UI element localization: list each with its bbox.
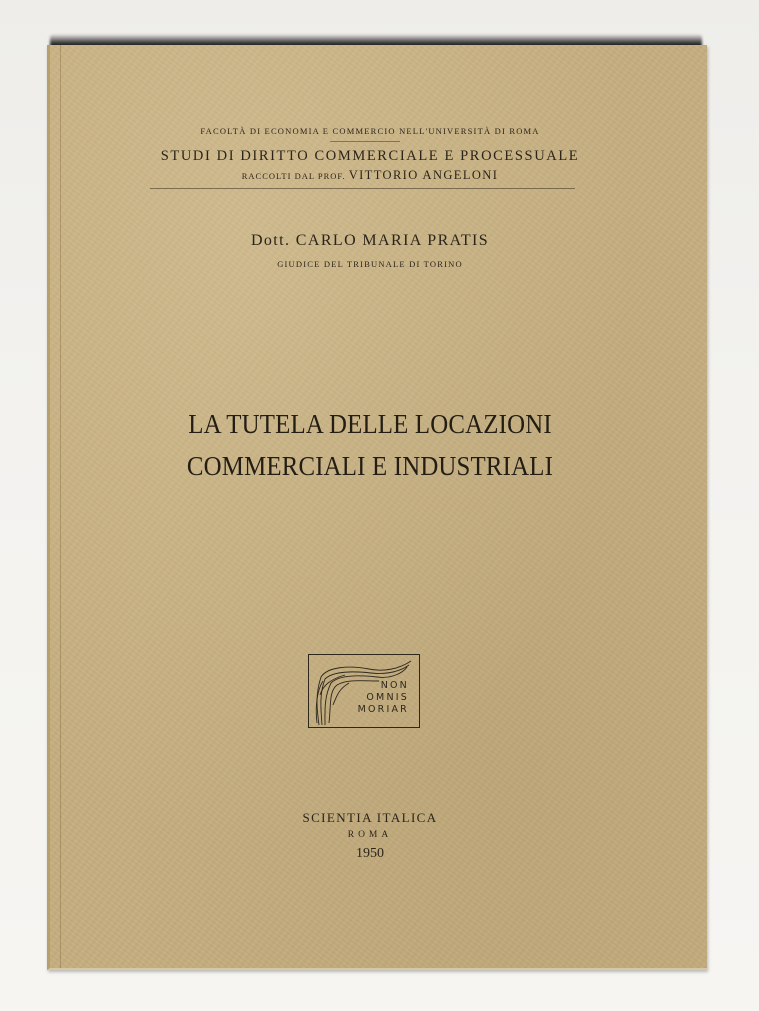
header-divider [150,188,575,189]
book-title-line-2: COMMERCIALI E INDUSTRIALI [186,451,554,481]
author-name: Dott. CARLO MARIA PRATIS [250,232,490,249]
author-role: GIUDICE DEL TRIBUNALE DI TORINO [277,259,463,269]
short-divider [330,141,400,142]
publication-city: ROMA [347,830,393,840]
book-title-line-1: LA TUTELA DELLE LOCAZIONI [188,409,552,439]
book-cover [47,45,707,970]
editor-name: VITTORIO ANGELONI [348,168,499,182]
motto-line-3: MORIAR [357,704,409,715]
publisher-name: SCIENTIA ITALICA [302,810,438,825]
publication-year: 1950 [356,846,384,861]
motto-line-1: NON [380,680,409,691]
motto-line-2: OMNIS [366,692,409,703]
series-title: STUDI DI DIRITTO COMMERCIALE E PROCESSUALE [160,148,580,164]
spine-edge [60,45,61,968]
series-editor [145,168,595,183]
faculty-line: FACOLTÀ DI ECONOMIA E COMMERCIO NELL'UNIVERSITÀ DI ROMA [200,126,540,136]
publisher-emblem [308,654,420,728]
editor-prefix: RACCOLTI DAL PROF. [241,171,346,181]
